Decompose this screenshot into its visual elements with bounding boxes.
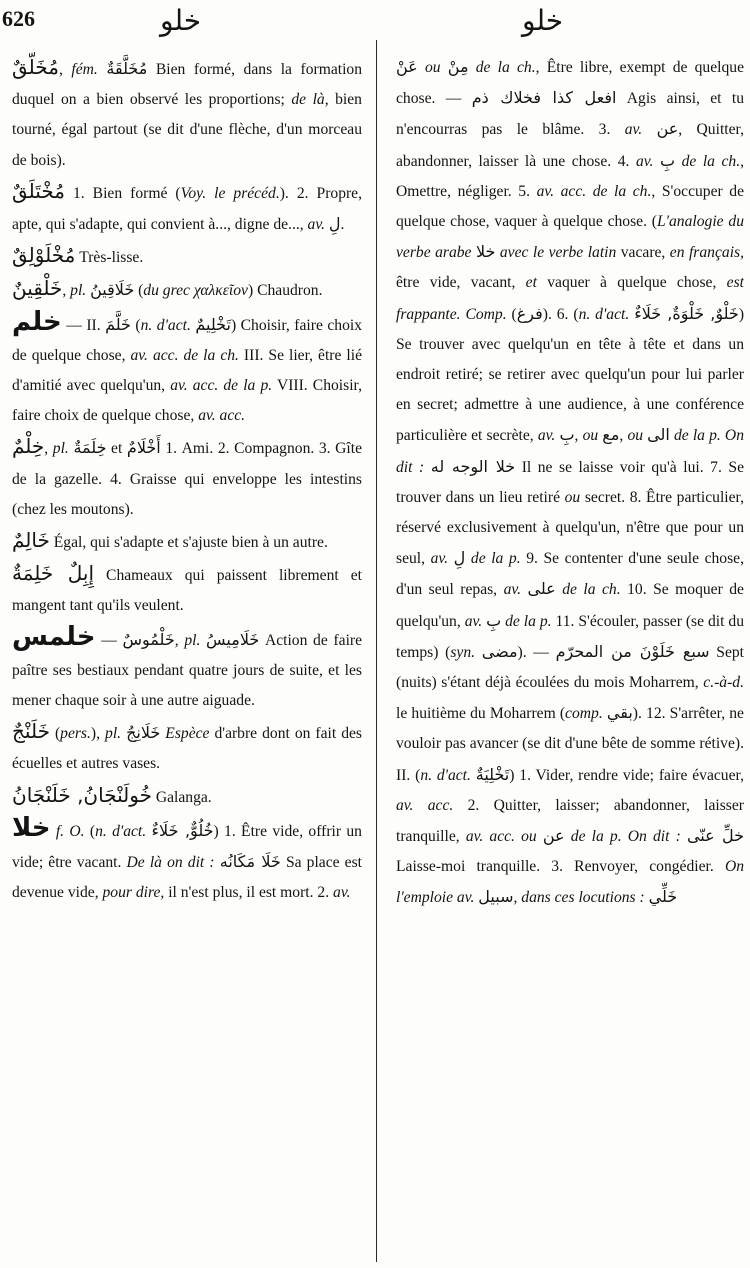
grammar-note: pl. [105,725,122,743]
entry-text: être vide, vacant, [396,274,526,292]
arabic-phrase: سبع خَلَوْنَ من المحرّم [555,641,710,661]
entry-root-khla [12,813,362,909]
arabic-form: خَلْمُوسٌ [122,629,175,649]
entry-mukhtalaq [12,176,362,240]
arabic-form: عن [542,826,565,846]
root-heading: خلمس [12,621,96,652]
entry-khalanj [12,716,362,779]
column-divider [376,40,377,1262]
grammar-note: ou [627,427,644,445]
entry-text: ) Se trouver avec quelqu'un en tête à tête et dans un endroit retiré; se retirer avec quelqu'un pour lui parler en secret; admettre à une audience, à une conférence particulière et secrète, [396,305,744,445]
grammar-note: de la ch. [475,59,536,76]
root-heading: خلا [12,812,51,843]
entry-text: 10. Se moquer de quelqu'un, [396,581,744,630]
arabic-form: مع [602,425,620,445]
arabic-form: تَخْلِيمٌ [195,314,231,334]
grammar-note: est frappante. Comp. [396,274,744,323]
entry-khalim [12,525,362,558]
entry-text: ( [506,305,517,323]
entry-text: Sa place est devenue vide, [12,854,362,902]
entry-mukhlawliq [12,240,362,273]
grammar-note: pour dire, [102,884,165,902]
grammar-note: de la p. On dit : [570,828,681,846]
grammar-note: ou [582,427,599,445]
grammar-note: av. acc. de la ch. [536,182,652,200]
grammar-note: De là on dit : [126,854,215,872]
grammar-note: av. [635,152,654,170]
grammar-note: ou [564,488,581,506]
entry-text: et [106,440,127,458]
entry-text: vaquer à quelque chose, [536,274,727,292]
entry-text: , Être libre, exempt de quelque chose. — [396,59,744,108]
arabic-form: خَلْوٌ, خَلْوَةٌ, خَلَاءٌ [634,303,739,323]
entry-text: VIII. Choisir, faire choix de quelque chose, [12,377,362,425]
entry-text: — [95,631,123,649]
grammar-note: av. [503,581,522,599]
entry-text: ) Chaudron. [247,282,323,300]
grammar-note: av. acc. [396,796,454,814]
grammar-note: de la p. [505,612,552,630]
greek-word: χαλκεῖον [193,282,248,300]
grammar-note: c.-à-d. [703,674,744,692]
entry-text: , [44,440,53,458]
grammar-note: On l'emploie av. [396,858,744,907]
grammar-note: av. [624,121,643,139]
entry-text: ) 1. Vider, rendre vide; faire évacuer, [509,766,744,784]
grammar-note: syn. [450,643,476,661]
arabic-form: خلا [475,242,496,262]
arabic-form: مُخَلَّقَةٌ [106,59,148,78]
arabic-headword: خَلَنْجٌ [12,719,50,744]
grammar-note: av. [464,612,483,630]
arabic-form: بِ [659,150,676,170]
entry-text: ). 12. S'arrêter, ne vouloir pas avancer (se dit d'une bête de somme rétive). II. ( [396,705,744,784]
entry-text: Galanga. [151,788,212,806]
grammar-note: Voy. le précéd. [180,184,280,202]
arabic-phrase: افعل كذا فخلاك ذم [471,88,617,108]
entry-text: , [513,889,522,907]
entry-text: ) Choisir, faire choix de quelque chose, [12,316,362,364]
arabic-form: على [527,579,556,599]
grammar-note: de la ch. [562,581,621,599]
grammar-note: n. d'act. [420,766,471,784]
arabic-form: بِ [559,425,575,445]
entry-text: bien tourné, égal partout (se dit d'une flèche, d'un morceau de bois). [12,91,362,169]
grammar-note: av. acc. de la p. [170,377,273,395]
running-head-left: خلو [160,4,202,37]
entry-text: Sept (nuits) s'étant déjà écoulées du mois Moharrem, [396,643,744,692]
arabic-headword: خَالِمٌ [12,528,50,553]
arabic-form: لِ [453,548,466,568]
page-number: 626 [2,6,35,31]
grammar-note: pers. [60,725,91,743]
grammar-note: et [525,274,537,292]
running-head-right: خلو [522,4,564,37]
entry-text [418,59,425,76]
entry-text: , [619,427,628,445]
grammar-note: fém. [71,61,98,78]
arabic-form: خَلَامِيسُ [206,629,260,649]
left-column [12,52,362,1262]
grammar-note: dans ces locutions : [521,889,645,907]
entry-text: 1. Ami. 2. Compagnon. 3. Gîte de la gazelle. 4. Graisse qui enveloppe les intestins (chez les moutons). [12,440,362,518]
arabic-form: فرغ [516,303,543,323]
entry-text: , [58,61,72,78]
entry-text: , S'occuper de quelque chose, vaquer à quelque chose. ( [396,182,744,231]
arabic-form: لِ [328,214,341,234]
arabic-headword: خِلْمٌ [12,434,45,459]
entry-text: ( [134,282,144,300]
arabic-form: خَلَانِجُ [126,723,161,743]
entry-ibil-khalima [12,558,362,621]
right-column [396,52,744,1262]
entry-khilm [12,431,362,525]
entry-text: Agis ainsi, et tu n'encourras pas le blâme. 3. [396,90,744,139]
grammar-note: L'analogie du verbe arabe [396,213,744,262]
entry-text: Il ne se laisse voir qu'à lui. 7. Se trouver dans un lieu retiré [396,458,744,506]
grammar-note: n. d'act. [140,316,191,334]
grammar-note: avec le verbe latin [499,244,617,262]
entry-text: 1. Bien formé ( [64,184,181,202]
arabic-form: خَلَّمَ [105,314,131,334]
entry-text: ). 2. Propre, apte, qui s'adapte, qui convient à..., digne de..., [12,184,362,234]
grammar-note: comp. [565,705,603,723]
grammar-note: du grec [143,282,190,300]
grammar-note: de la p. On dit : [396,427,744,476]
grammar-note: av. [537,427,556,445]
arabic-headword: مُخْتَلَقٌ [12,178,65,203]
grammar-note: de la p. [470,550,521,568]
grammar-note: pl. [184,631,201,649]
grammar-note: av. acc. [198,407,246,425]
arabic-form: عن [656,119,679,139]
grammar-note: av. [333,884,351,902]
entry-text [469,59,476,76]
grammar-note: de la ch. [681,152,741,170]
entry-text: ), [90,725,106,743]
arabic-form: عَنْ [396,57,418,76]
arabic-form: بقي [606,703,633,723]
grammar-note: av. acc. de la ch. [130,346,239,364]
entry-text: III. Se lier, être lié d'amitié avec quelqu'un, [12,346,362,395]
grammar-note: ou [424,59,441,76]
arabic-headword: إِبِلٌ خَلِمَةٌ [12,561,95,586]
entry-text: 2. Quitter, laisser; abandonner, laisser tranquille, [396,796,744,846]
grammar-note: pl. [52,440,69,458]
entry-text: le huitième du Moharrem ( [396,705,566,723]
grammar-note: pl. [70,282,87,300]
entry-root-khlm [12,307,362,432]
root-heading: خلم [12,306,62,337]
arabic-form: خِلَمَةٌ [73,438,107,458]
entry-text: Action de faire paître ses bestiaux pendant quatre jours de suite, et les mener chaque soir à une autre aiguade. [12,631,362,710]
arabic-phrase: خلا الوجه له [430,456,516,476]
arabic-headword: خُولَنْجَانُ, خَلَنْجَانُ [12,782,152,807]
entry-text: — II. [61,316,106,334]
entry-text: , Omettre, négliger. 5. [396,152,744,200]
arabic-headword: مُخْلَوْلِقٌ [12,243,76,268]
entry-text: ). — [517,643,556,661]
arabic-form: خُلُوٌّ, خَلَاءٌ [151,820,214,840]
grammar-note: n. d'act. [95,822,147,840]
entry-text: . [340,216,345,234]
entry-text: , [174,631,185,649]
entry-text: vacare, [616,244,670,262]
arabic-phrase: خلِّ عنّى [686,826,744,846]
entry-text: , Quitter, abandonner, laisser là une chose. 4. [396,121,744,170]
grammar-note: f. O. [55,822,85,840]
arabic-form: خَلَا مَكَانُه [219,852,281,872]
arabic-form: بِ [486,610,502,630]
entry-text: , [574,427,583,445]
entry-khulanjan [12,780,362,813]
entry-text: 11. S'écouler, passer (se dit du temps) ( [396,612,744,661]
arabic-headword: مُخَلَّقٌ [12,55,59,79]
entry-text: Chameaux qui paissent librement et mangent tant qu'ils veulent. [12,567,362,615]
entry-mukhallaq [12,52,362,176]
grammar-note: de là, [291,91,329,109]
grammar-note: Espèce [165,725,210,743]
entry-text: 9. Se contenter d'une seule chose, d'un seul repas, [396,550,744,599]
entry-text: secret. 8. Être particulier, réservé exclusivement à quelqu'un, n'être que pour un seul, [396,488,744,568]
entry-text: Très-lisse. [75,249,144,267]
arabic-form: خَلَاقِينُ [90,280,135,300]
entry-text: ). 6. ( [542,305,579,323]
grammar-note: n. d'act. [578,305,630,323]
entry-text: Égal, qui s'adapte et s'ajuste bien à un autre. [49,534,328,552]
entry-text: Laisse-moi tranquille. 3. Renvoyer, congédier. [396,858,725,876]
entry-text: ) 1. Être vide, offrir un vide; être vacant. [12,822,362,872]
entry-text: Bien formé, dans la formation duquel on a bien observé les proportions; [12,61,362,109]
arabic-form: الى [647,425,670,445]
entry-text: ( [49,725,61,743]
arabic-form: أَخْلَامٌ [126,438,161,458]
arabic-form: تَخْلِيَةٌ [475,764,510,784]
grammar-note: av. acc. ou [465,828,537,846]
entry-text: ( [84,822,96,840]
arabic-form: سبيل [478,887,514,907]
arabic-headword: خَلْقِينٌ [12,276,63,301]
entry-text: ( [130,316,141,334]
grammar-note: en français, [669,244,744,262]
entry-khala-continued [396,52,744,914]
grammar-note: av. [307,216,326,234]
entry-text: , [62,282,71,300]
grammar-note: av. [430,550,449,568]
entry-root-khlms [12,622,362,717]
entry-khalqin [12,273,362,306]
entry-text: il n'est plus, il est mort. 2. [164,884,334,902]
arabic-form: مضى [481,641,518,661]
arabic-form: خَلِّي [648,887,678,907]
arabic-form: مِنْ [447,57,469,76]
entry-text: d'arbre dont on fait des écuelles et autres vases. [12,725,362,773]
